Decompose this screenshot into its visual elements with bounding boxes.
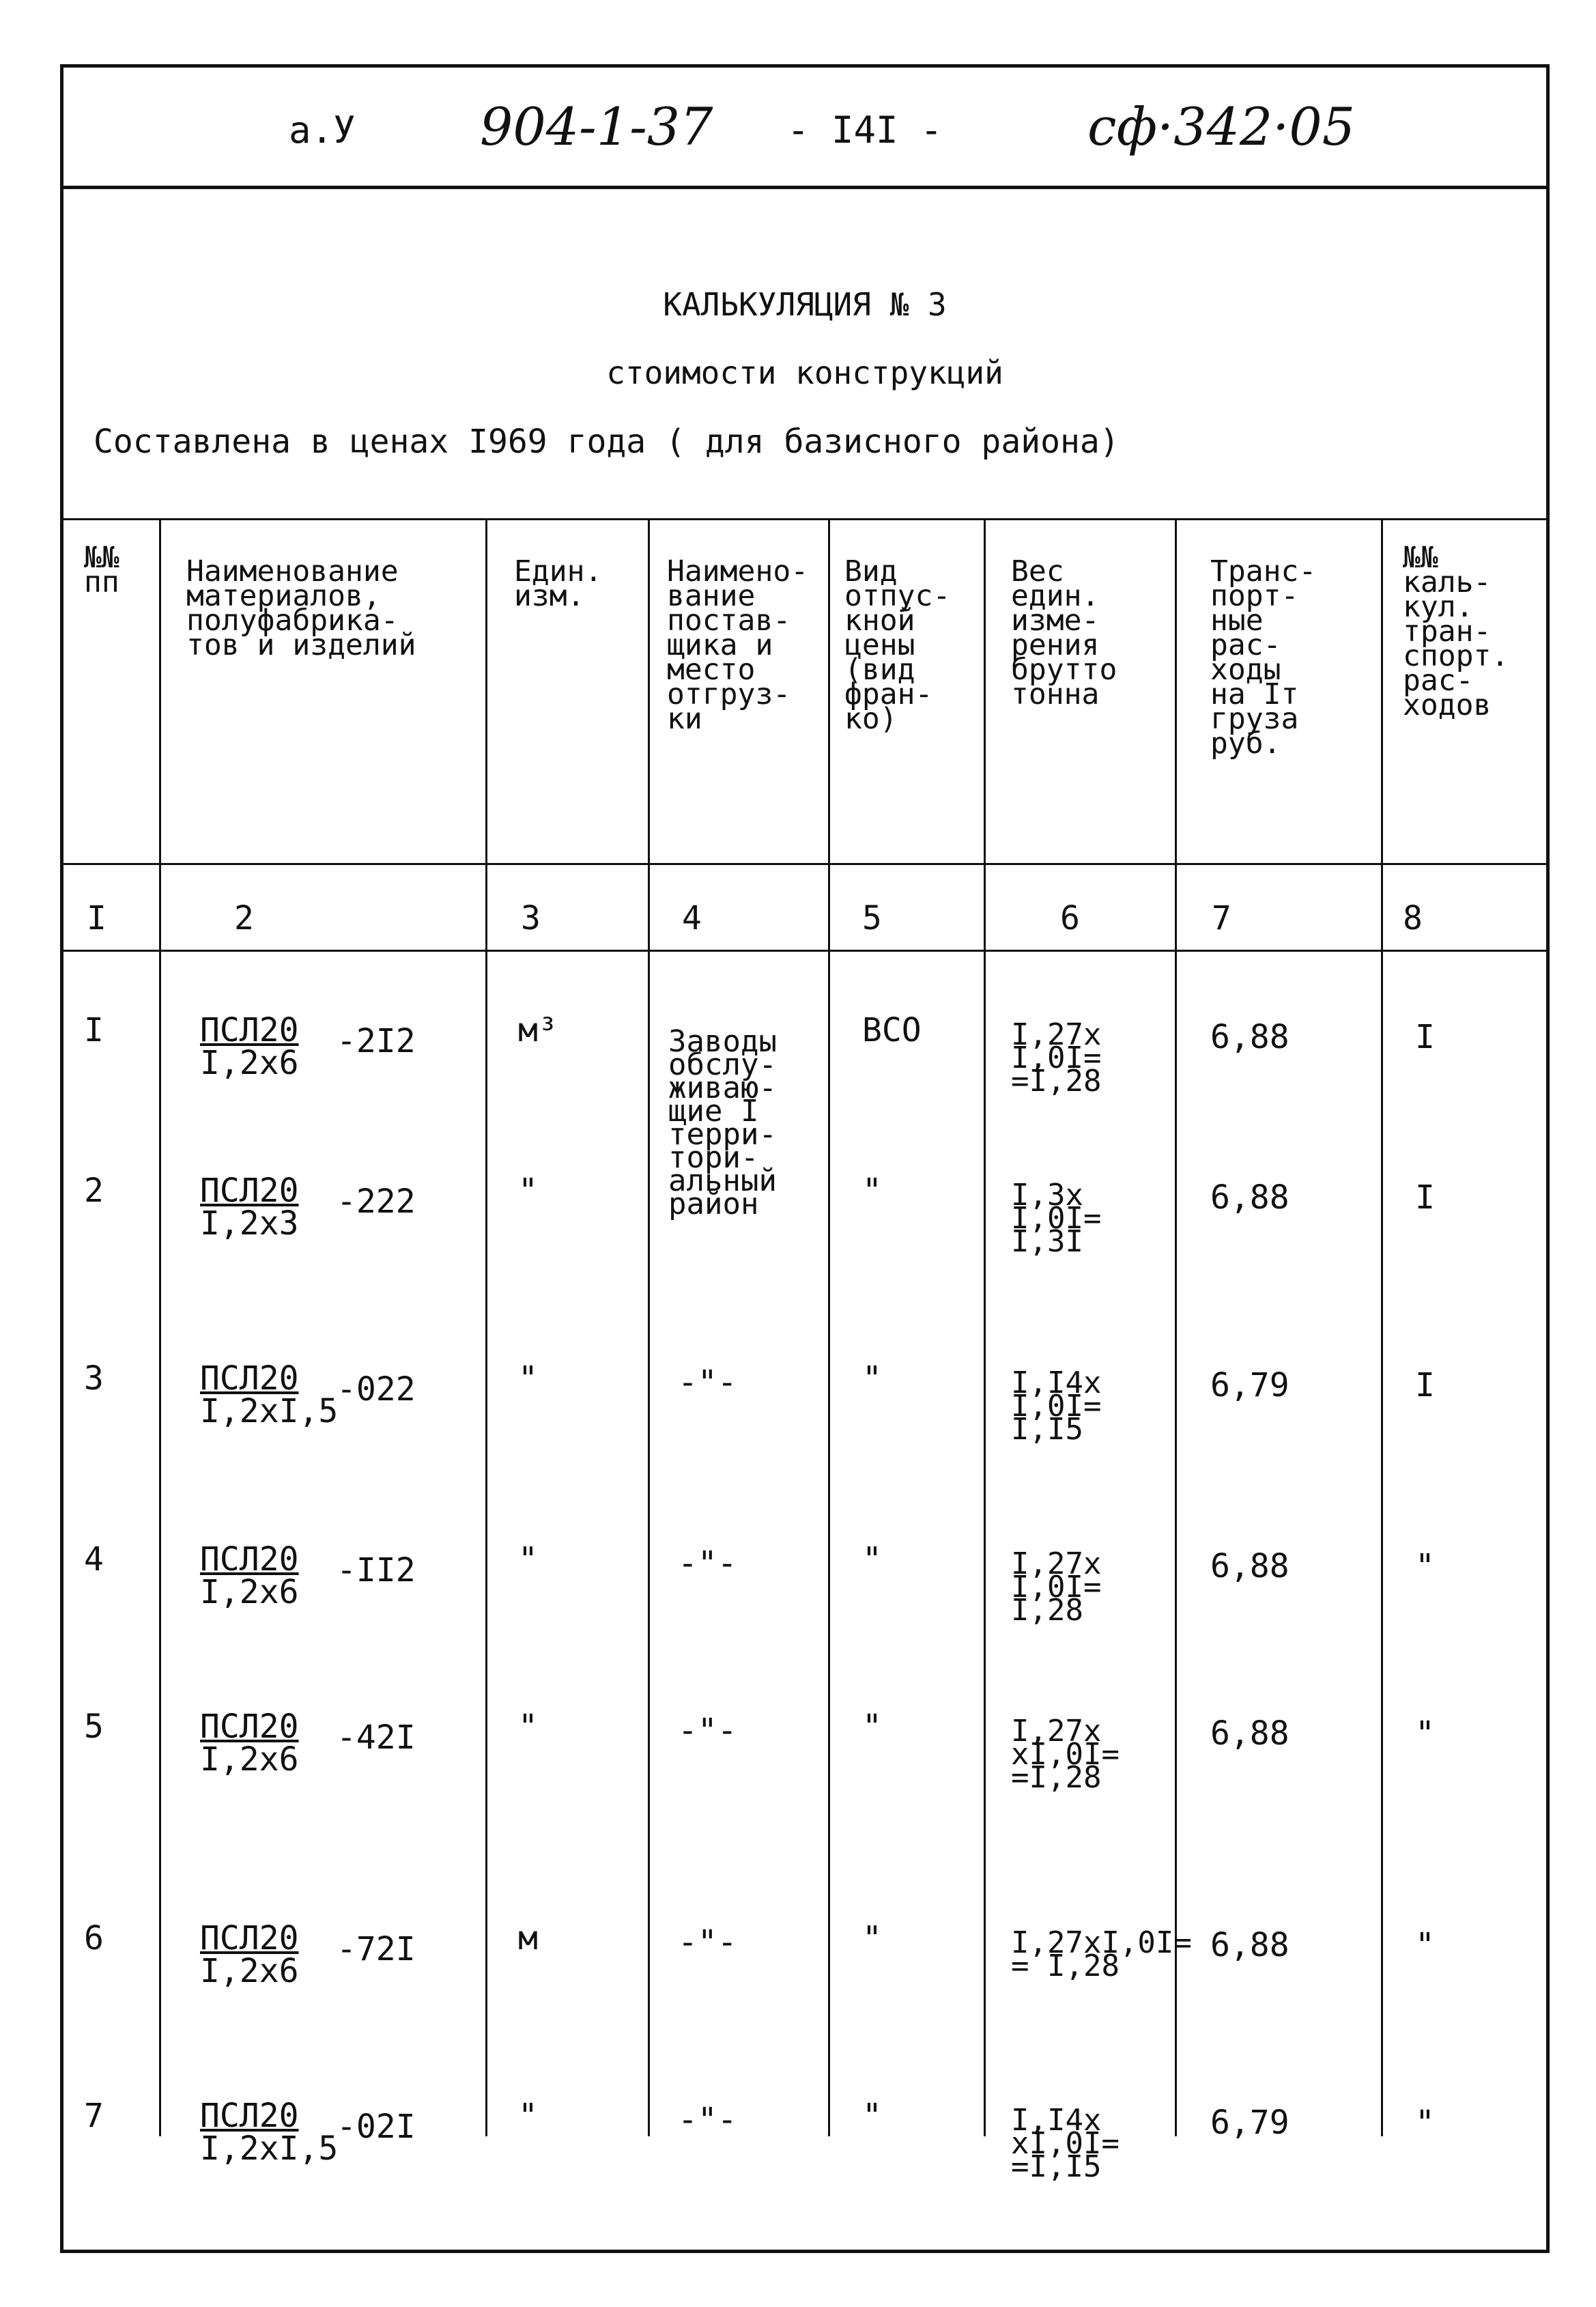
col-header-name: Наименование материалов, полуфабрика- тов и изделий [186,554,416,662]
supplier-plants: Заводы обслу- живаю- щие I терри- тори- альный район [668,1024,777,1221]
product-size: I,2x6 [200,1573,299,1611]
project-number: 904-1-37 [480,96,713,157]
unit-weight: I,I4x xI,0I= =I,I5 [1011,2103,1120,2184]
col-divider-1 [159,518,161,2136]
unit-of-measure: м³ [518,1011,558,1049]
calc-number: " [1415,1926,1435,1964]
col-number-2: 2 [234,899,254,937]
product-code: ПСЛ20 [200,1011,299,1049]
sheet-code: сф·342·05 [1087,96,1356,157]
unit-weight: I,27xI,0I= = I,28 [1011,1925,1192,1983]
product-code-suffix: -42I [337,1718,416,1757]
supplier-name: -"- [678,1363,737,1402]
unit-weight: I,3x I,0I= I,3I [1011,1178,1102,1259]
unit-weight: I,I4x I,0I= I,I5 [1011,1365,1102,1447]
document-subtitle: стоимости конструкций [606,354,1003,391]
calc-number: " [1415,1714,1435,1753]
row-number: I [84,1011,104,1049]
product-code-suffix: -022 [337,1370,416,1409]
col-number-7: 7 [1212,899,1231,937]
transport-cost: 6,79 [1210,2104,1289,2142]
transport-cost: 6,88 [1210,1926,1289,1964]
supplier-name: -"- [678,2101,737,2139]
row-number: 3 [84,1359,104,1398]
supplier-name: -"- [678,1923,737,1962]
product-code: ПСЛ20 [200,1540,299,1579]
transport-cost: 6,79 [1210,1366,1289,1404]
col-number-4: 4 [682,899,702,937]
product-code: ПСЛ20 [200,2097,299,2135]
unit-of-measure: " [518,1540,538,1579]
product-size: I,2xI,5 [200,2129,339,2168]
product-code-suffix: -222 [337,1183,416,1221]
number-body-rule [63,950,1546,952]
product-size: I,2x6 [200,1952,299,1990]
col-header-price-type: Вид отпус- кной цены (вид фран- ко) [844,554,951,736]
transport-cost: 6,88 [1210,1018,1289,1056]
page-number: - I4I - [787,109,943,152]
col-header-unit: Един. изм. [514,554,603,613]
document-sheet [60,64,1550,2253]
supplier-name: -"- [678,1544,737,1583]
unit-of-measure: " [518,1359,538,1398]
product-size: I,2x3 [200,1204,299,1243]
price-type: " [862,1540,882,1579]
product-code: ПСЛ20 [200,1172,299,1210]
unit-weight: I,27x I,0I= =I,28 [1011,1017,1102,1099]
product-size: I,2xI,5 [200,1392,339,1430]
product-code: ПСЛ20 [200,1919,299,1957]
document-title: КАЛЬКУЛЯЦИЯ № 3 [663,286,947,323]
row-number: 4 [84,1540,104,1579]
price-type: " [862,1359,882,1398]
row-number: 7 [84,2097,104,2135]
product-code-suffix: -72I [337,1930,416,1968]
product-size: I,2x6 [200,1740,299,1779]
calc-number: I [1415,1366,1435,1404]
col-number-8: 8 [1403,899,1423,937]
calc-number: " [1415,1547,1435,1585]
col-header-weight: Вес един. изме- рения брутто тонна [1011,554,1117,711]
table-top-rule [63,518,1546,520]
transport-cost: 6,88 [1210,1714,1289,1753]
col-number-5: 5 [862,899,882,937]
col-divider-7 [1381,518,1383,2136]
calc-number: I [1415,1178,1435,1217]
col-divider-5 [984,518,986,2136]
header-left: а.У [289,109,356,152]
price-type: " [862,2097,882,2135]
unit-of-measure: " [518,1172,538,1210]
product-code: ПСЛ20 [200,1708,299,1746]
col-header-supplier: Наимено- вание постав- щика и место отгруз- ки [667,554,809,736]
row-number: 6 [84,1919,104,1957]
unit-weight: I,27x xI,0I= =I,28 [1011,1714,1120,1795]
price-type: " [862,1172,882,1210]
price-type: " [862,1919,882,1957]
price-type: " [862,1708,882,1746]
col-divider-4 [828,518,830,2136]
col-number-1: I [87,899,106,937]
col-divider-2 [485,518,487,2136]
supplier-name: -"- [678,1712,737,1750]
product-code-suffix: -2I2 [337,1022,416,1060]
stamp-header [63,68,1546,189]
unit-weight: I,27x I,0I= I,28 [1011,1546,1102,1628]
col-header-calc: №№ каль- кул. тран- спорт. рас- ходов [1403,541,1509,722]
product-code: ПСЛ20 [200,1359,299,1398]
product-code-suffix: -02I [337,2108,416,2146]
col-header-number: №№ пп [84,541,119,599]
col-divider-3 [648,518,650,2136]
product-size: I,2x6 [200,1044,299,1082]
unit-of-measure: м [518,1919,538,1957]
row-number: 5 [84,1708,104,1746]
unit-of-measure: " [518,1708,538,1746]
col-number-6: 6 [1060,899,1080,937]
transport-cost: 6,88 [1210,1547,1289,1585]
pricing-note: Составлена в ценах I969 года ( для базисного района) [94,423,1120,461]
product-code-suffix: -II2 [337,1551,416,1589]
price-type: ВСО [862,1011,922,1049]
calc-number: " [1415,2104,1435,2142]
unit-of-measure: " [518,2097,538,2135]
col-divider-6 [1175,518,1177,2136]
col-header-transport: Транс- порт- ные рас- ходы на Iт груза руб. [1210,554,1317,761]
row-number: 2 [84,1172,104,1210]
calc-number: I [1415,1018,1435,1056]
col-number-3: 3 [521,899,541,937]
header-number-rule [63,863,1546,865]
transport-cost: 6,88 [1210,1178,1289,1217]
